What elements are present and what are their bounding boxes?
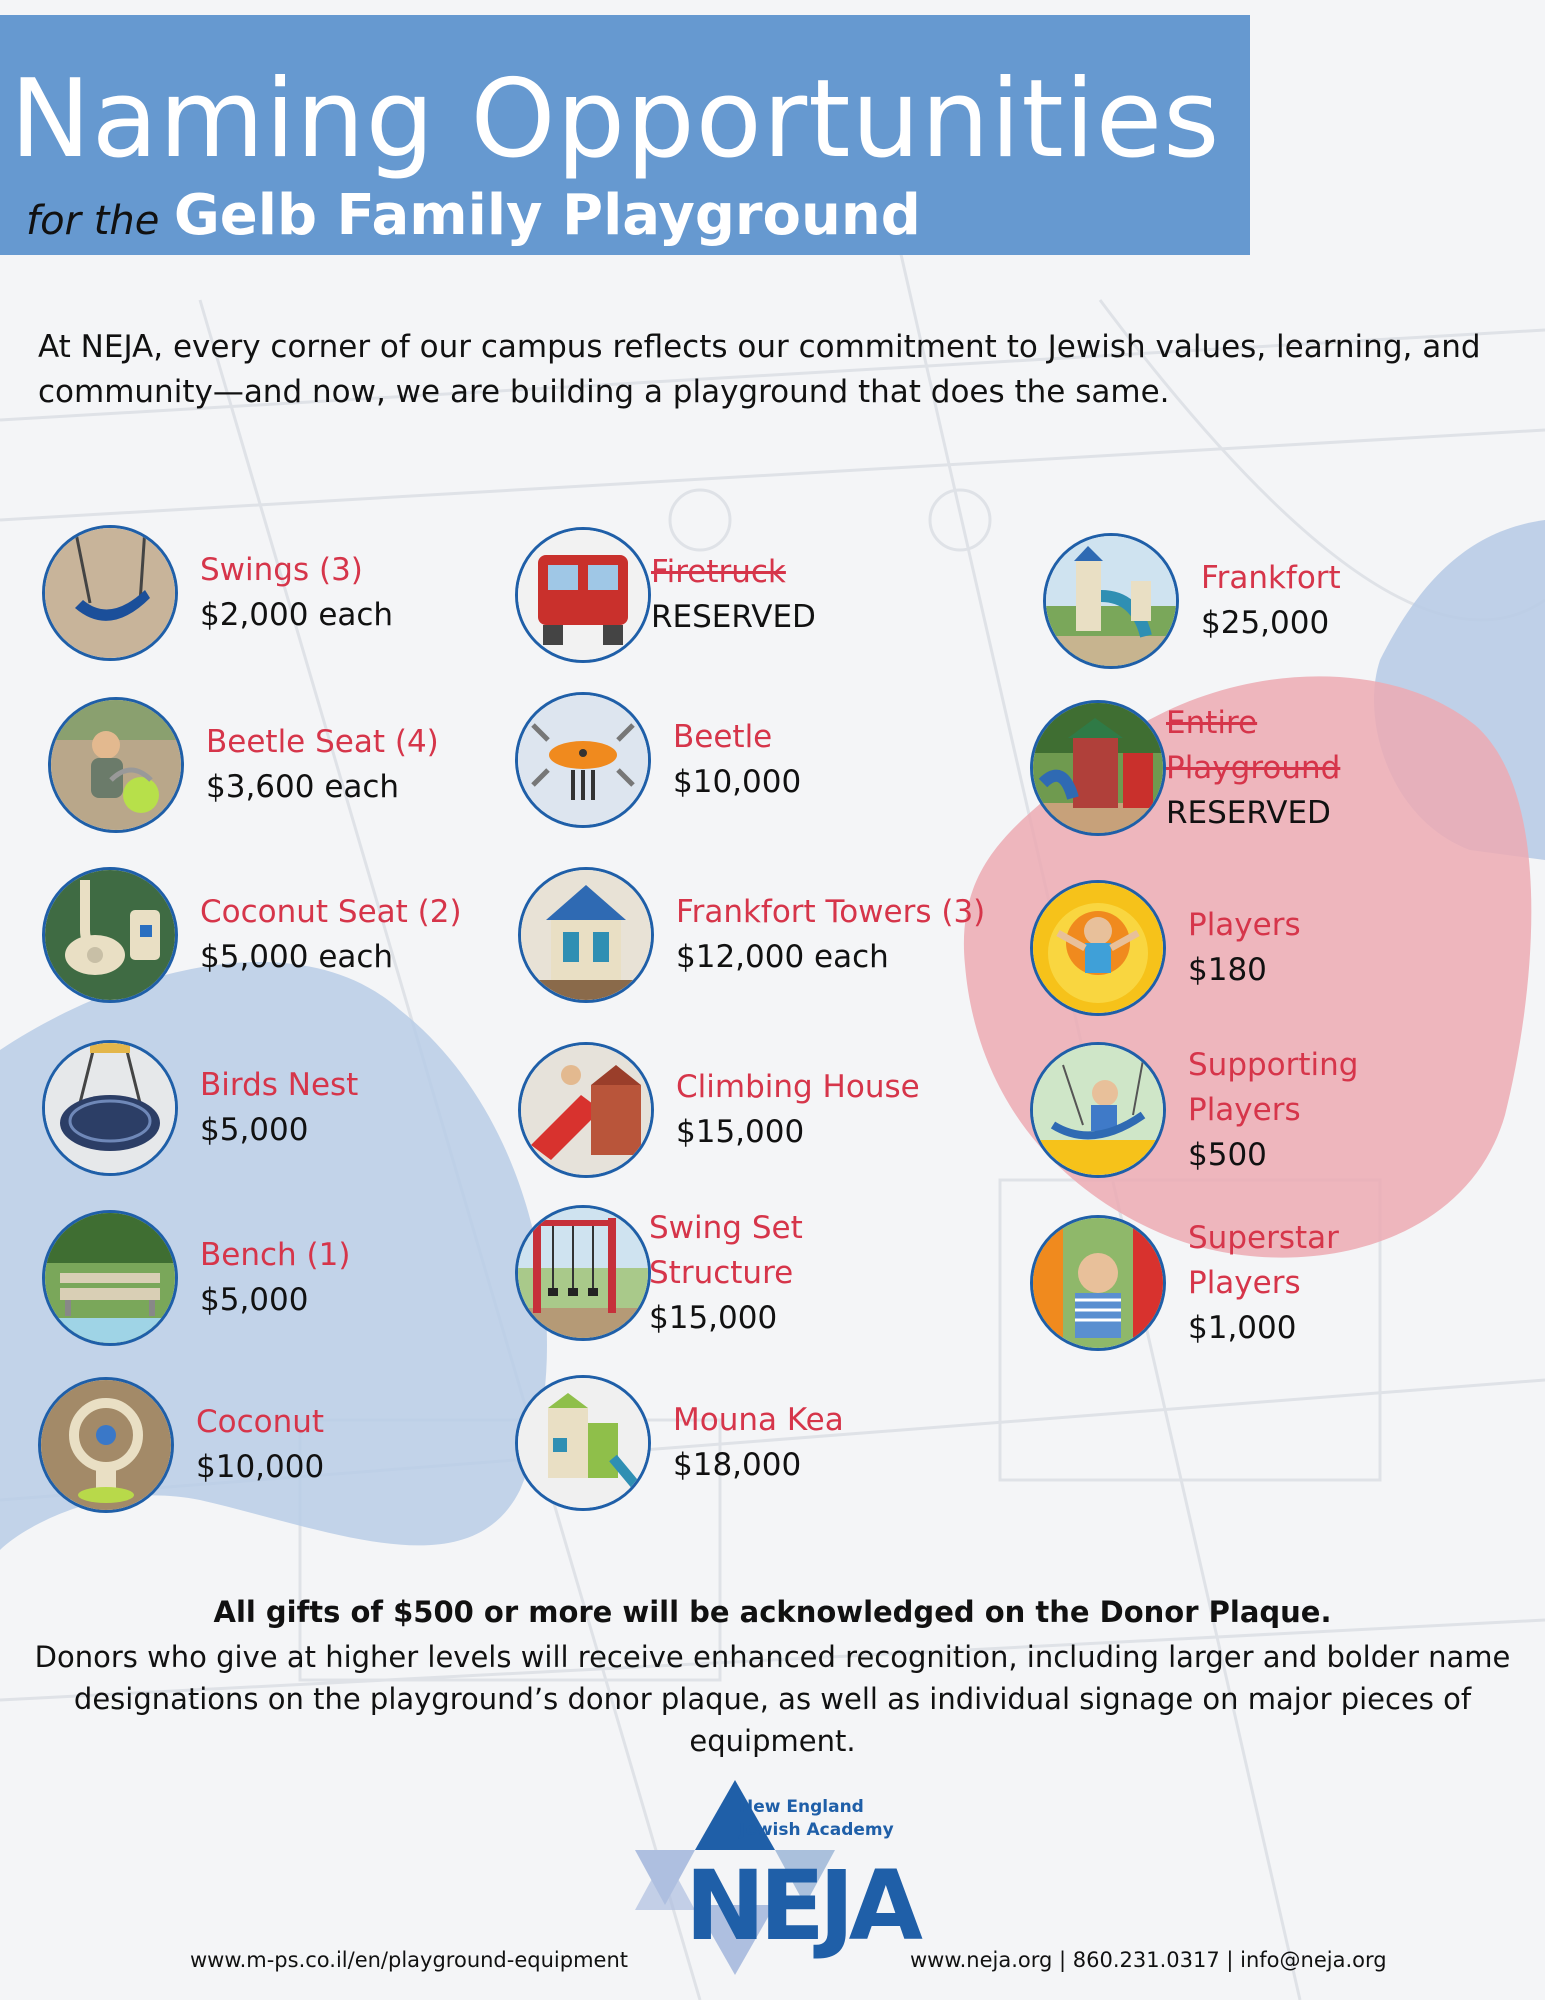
birds-nest-photo-icon (42, 1040, 178, 1176)
donor-plaque-note: All gifts of $500 or more will be acknowledged on the Donor Plaque. (213, 1595, 1332, 1629)
coconut-photo-icon (38, 1377, 174, 1513)
item-text (649, 1206, 819, 1341)
item-mouna-kea (515, 1375, 844, 1511)
item-name: Frankfort Towers (3) (676, 894, 986, 930)
item-name: Birds Nest (200, 1067, 359, 1103)
item-coconut (38, 1377, 324, 1513)
neja-logo (635, 1780, 915, 1980)
swing-set-photo-icon (515, 1205, 651, 1341)
item-price: $2,000 each (200, 597, 394, 633)
item-text (1188, 903, 1301, 993)
item-frankfort (1043, 533, 1341, 669)
item-name: Beetle Seat (4) (206, 724, 439, 760)
item-text (673, 1398, 844, 1488)
item-swing-set-structure (515, 1205, 819, 1341)
item-beetle-seat (48, 697, 439, 833)
item-coconut-seat (42, 867, 462, 1003)
item-name: Coconut Seat (2) (200, 894, 462, 930)
supporting-players-photo-icon (1030, 1042, 1166, 1178)
item-bench (42, 1210, 350, 1346)
item-players (1030, 880, 1301, 1016)
item-climbing-house (518, 1042, 920, 1178)
item-price: $1,000 (1188, 1309, 1297, 1346)
logo-line-2: Jewish Academy (739, 1820, 894, 1840)
item-text (200, 548, 393, 638)
subtitle-prefix: for the (26, 198, 160, 244)
swings-photo-icon (42, 525, 178, 661)
intro-paragraph: At NEJA, every corner of our campus reflects our commitment to Jewish values, learning, and community—and now, we are building a playground that does the same. (38, 329, 1481, 410)
item-beetle (515, 692, 801, 828)
logo-line-1: New England (739, 1797, 864, 1817)
logo-wordmark: NEJA (685, 1850, 917, 1962)
item-text (1188, 1043, 1388, 1178)
item-name: Players (1188, 907, 1301, 943)
entire-playground-photo-icon (1030, 700, 1166, 836)
item-price: $5,000 (200, 1112, 309, 1148)
item-text (1188, 1216, 1388, 1351)
item-name: Beetle (673, 719, 773, 755)
item-price: $18,000 (673, 1447, 802, 1483)
item-text (200, 1063, 358, 1153)
item-supporting-players (1030, 1042, 1388, 1178)
item-text (1201, 556, 1341, 646)
item-price: $5,000 (200, 1282, 309, 1318)
header-banner (0, 15, 1250, 255)
climbing-house-photo-icon (518, 1042, 654, 1178)
item-price: $5,000 each (200, 939, 394, 975)
item-price: $3,600 each (206, 769, 400, 805)
item-name: Frankfort (1201, 560, 1341, 596)
page-title: Naming Opportunities (10, 57, 1221, 182)
footer-equipment-link[interactable]: www.m-ps.co.il/en/playground-equipment (190, 1948, 628, 1972)
item-name: Supporting Players (1188, 1046, 1359, 1128)
item-superstar-players (1030, 1215, 1388, 1351)
frankfort-towers-photo-icon (518, 867, 654, 1003)
footer-contact[interactable]: www.neja.org | 860.231.0317 | info@neja.org (910, 1948, 1387, 1972)
item-name: Firetruck (651, 554, 786, 590)
item-price: RESERVED (1166, 794, 1331, 831)
item-price: RESERVED (651, 599, 816, 635)
item-price: $15,000 (676, 1114, 805, 1150)
frankfort-photo-icon (1043, 533, 1179, 669)
item-name: Swings (3) (200, 552, 363, 588)
item-price: $500 (1188, 1136, 1267, 1173)
bench-photo-icon (42, 1210, 178, 1346)
coconut-seat-photo-icon (42, 867, 178, 1003)
beetle-seat-photo-icon (48, 697, 184, 833)
item-text (206, 720, 439, 810)
item-text (676, 890, 985, 980)
mouna-kea-photo-icon (515, 1375, 651, 1511)
item-name: Swing Set Structure (649, 1209, 803, 1291)
superstar-players-photo-icon (1030, 1215, 1166, 1351)
item-price: $10,000 (196, 1449, 325, 1485)
item-price: $25,000 (1201, 605, 1330, 641)
item-swings (42, 525, 393, 661)
item-text (651, 550, 816, 640)
players-photo-icon (1030, 880, 1166, 1016)
beetle-photo-icon (515, 692, 651, 828)
item-name: Mouna Kea (673, 1402, 844, 1438)
item-name: Climbing House (676, 1069, 920, 1105)
item-birds-nest (42, 1040, 358, 1176)
item-text (1166, 701, 1366, 836)
item-name: Bench (1) (200, 1237, 351, 1273)
item-firetruck (515, 527, 816, 663)
item-text (200, 890, 462, 980)
item-name: Superstar Players (1188, 1219, 1339, 1301)
item-text (196, 1400, 324, 1490)
item-price: $180 (1188, 952, 1267, 988)
item-frankfort-towers (518, 867, 985, 1003)
item-text (676, 1065, 920, 1155)
firetruck-photo-icon (515, 527, 651, 663)
item-entire-playground (1030, 700, 1366, 836)
recognition-description: Donors who give at higher levels will receive enhanced recognition, including larger and bolder name designations on the playground’s donor plaque, as well as individual signage on major pieces of equipment. (34, 1640, 1511, 1758)
item-text (673, 715, 801, 805)
subtitle-main: Gelb Family Playground (173, 183, 921, 248)
item-price: $12,000 each (676, 939, 889, 975)
item-text (200, 1233, 350, 1323)
item-price: $10,000 (673, 764, 802, 800)
item-name: Entire Playground (1166, 704, 1341, 786)
page-subtitle (26, 183, 921, 248)
item-name: Coconut (196, 1404, 325, 1440)
item-price: $15,000 (649, 1299, 778, 1336)
